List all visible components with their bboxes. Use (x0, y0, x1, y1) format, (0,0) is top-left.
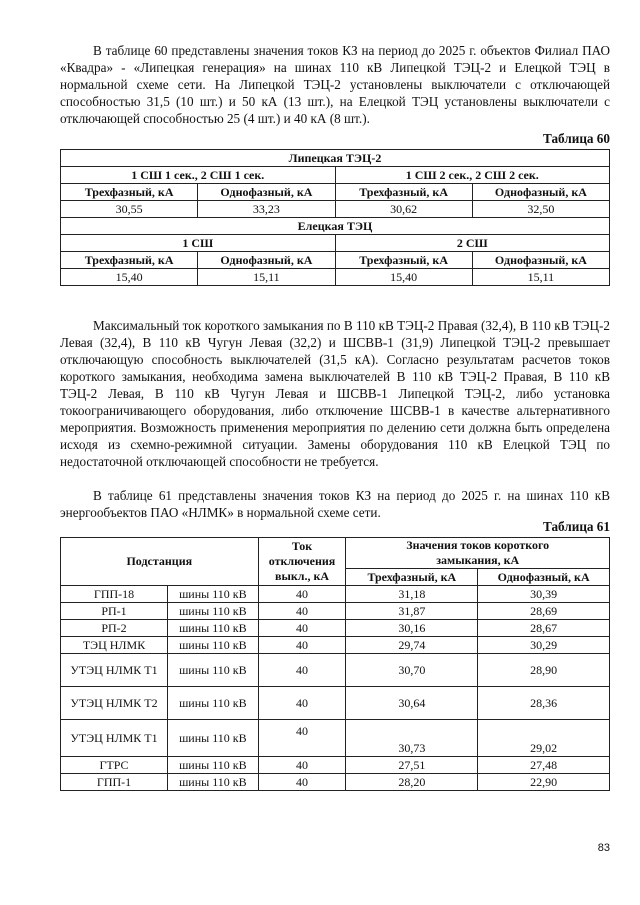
table-cell-name: РП-1 (61, 603, 168, 620)
table-cell-three: 30,64 (346, 687, 478, 720)
table-cell-one: 28,36 (478, 687, 610, 720)
table-row (61, 654, 610, 687)
column-header: Трехфазный, кА (335, 184, 472, 201)
table-row (61, 603, 610, 620)
table-cell-one: 28,69 (478, 603, 610, 620)
table-row (61, 774, 610, 791)
table-cell-three: 30,70 (346, 654, 478, 687)
table-cell-name: ГПП-1 (61, 774, 168, 791)
header-substation: Подстанция (61, 538, 259, 586)
table-cell: 33,23 (198, 201, 335, 218)
table61-caption: Таблица 61 (543, 519, 610, 534)
table-cell-three: 29,74 (346, 637, 478, 654)
section-title-lipetsk: Липецкая ТЭЦ-2 (61, 150, 610, 167)
column-header: Однофазный, кА (198, 252, 335, 269)
table-cell-cur: 40 (258, 774, 346, 791)
table-cell-bus: шины 110 кВ (168, 603, 259, 620)
table-cell-three: 31,87 (346, 603, 478, 620)
table-cell-cur: 40 (258, 620, 346, 637)
table-cell-name: ГПП-18 (61, 586, 168, 603)
table-cell-name: ТЭЦ НЛМК (61, 637, 168, 654)
table-cell-one: 30,39 (478, 586, 610, 603)
table-row (61, 620, 610, 637)
group-header: 2 СШ (335, 235, 610, 252)
table-cell-bus: шины 110 кВ (168, 774, 259, 791)
paragraph-intro-table61: В таблице 61 представлены значения токов КЗ на период до 2025 г. на шинах 110 кВ энергообъектов ПАО «НЛМК» в нормальной схеме сети. (60, 488, 610, 520)
table-cell-cur: 40 (258, 637, 346, 654)
table-cell-three: 28,20 (346, 774, 478, 791)
header-breaker-current (258, 538, 346, 586)
table-cell-name: УТЭЦ НЛМК Т1 (61, 654, 168, 687)
table-cell: 30,55 (61, 201, 198, 218)
table-cell-cur: 40 (258, 586, 346, 603)
header-one-phase: Однофазный, кА (478, 569, 610, 586)
paragraph-analysis: Максимальный ток короткого замыкания по В 110 кВ ТЭЦ-2 Правая (32,4), В 110 кВ ТЭЦ-2 Левая (32,4), В 110 кВ Чугун Левая (32,2) и ШСВВ-1 (31,9) Липецкой ТЭЦ-2 превышает отключающую способность выключателей (31,5 кА). Согласно результатам расчетов токов короткого замыкания, необходима замена выключателей В 110 кВ ТЭЦ-2 Правая, В 110 кВ ТЭЦ-2 Левая, В 110 кВ Чугун Левая и ШСВВ-1 Липецкой ТЭЦ-2, либо установка токоограничивающего оборудования, либо отключение ШСВВ-1 в качестве альтернативного мероприятия. Возможность применения мероприятия по делению сети должна быть определена исходя из схемно-режимной ситуации. Замены оборудования 110 кВ Елецкой ТЭЦ по недостаточной отключающей способности не требуется. (60, 318, 610, 469)
section-title-elets: Елецкая ТЭЦ (61, 218, 610, 235)
table-cell-cur: 40 (258, 603, 346, 620)
table-cell: 15,40 (61, 269, 198, 286)
header-three-phase: Трехфазный, кА (346, 569, 478, 586)
table-cell-bus: шины 110 кВ (168, 654, 259, 687)
table60 (60, 149, 610, 286)
table61 (60, 537, 610, 791)
table-cell-one: 22,90 (478, 774, 610, 791)
table-cell-one: 28,90 (478, 654, 610, 687)
table-cell-name: РП-2 (61, 620, 168, 637)
table60-caption: Таблица 60 (543, 131, 610, 146)
header-current-line1: Ток (291, 539, 313, 553)
table-row (61, 586, 610, 603)
table-cell-name: УТЭЦ НЛМК Т2 (61, 687, 168, 720)
table-cell-bus: шины 110 кВ (168, 586, 259, 603)
table-cell-three: 30,73 (346, 720, 478, 757)
column-header: Трехфазный, кА (335, 252, 472, 269)
table-cell-three: 31,18 (346, 586, 478, 603)
table-cell: 30,62 (335, 201, 472, 218)
group-header: 1 СШ 1 сек., 2 СШ 1 сек. (61, 167, 336, 184)
table-cell-cur: 40 (258, 687, 346, 720)
table-cell: 15,11 (472, 269, 609, 286)
table-cell-three: 30,16 (346, 620, 478, 637)
table-cell-cur: 40 (258, 720, 346, 757)
table-cell: 32,50 (472, 201, 609, 218)
table-cell-one: 28,67 (478, 620, 610, 637)
column-header: Однофазный, кА (472, 252, 609, 269)
table-cell-cur: 40 (258, 654, 346, 687)
table-row (61, 687, 610, 720)
header-sc-values: Значения токов короткого замыкания, кА (346, 538, 610, 569)
page-number: 83 (597, 842, 610, 854)
table-cell-one: 27,48 (478, 757, 610, 774)
table-cell-bus: шины 110 кВ (168, 637, 259, 654)
table-cell: 15,11 (198, 269, 335, 286)
table-cell-three: 27,51 (346, 757, 478, 774)
table-cell-name: УТЭЦ НЛМК Т1 (61, 720, 168, 757)
group-header: 1 СШ (61, 235, 336, 252)
table-row (61, 757, 610, 774)
table-cell-bus: шины 110 кВ (168, 620, 259, 637)
group-header: 1 СШ 2 сек., 2 СШ 2 сек. (335, 167, 610, 184)
column-header: Однофазный, кА (472, 184, 609, 201)
header-current-line2: отключения (268, 554, 336, 568)
table-cell-bus: шины 110 кВ (168, 720, 259, 757)
table-row (61, 720, 610, 757)
table-cell-cur: 40 (258, 757, 346, 774)
table-row (61, 637, 610, 654)
table-cell-bus: шины 110 кВ (168, 687, 259, 720)
paragraph-intro-table60: В таблице 60 представлены значения токов КЗ на период до 2025 г. объектов Филиал ПАО «Квадра» - «Липецкая генерация» на шинах 110 кВ Липецкой ТЭЦ-2 и Елецкой ТЭЦ в нормальной схеме сети. На Липецкой ТЭЦ-2 установлены выключатели с отключающей способностью 31,5 (10 шт.) и 50 кА (13 шт.), на Елецкой ТЭЦ установлены выключатели с отключающей способностью 25 (4 шт.) и 40 кА (8 шт.). (60, 43, 610, 126)
table-cell-one: 29,02 (478, 720, 610, 757)
table-cell-name: ГТРС (61, 757, 168, 774)
table-cell-bus: шины 110 кВ (168, 757, 259, 774)
table-cell: 15,40 (335, 269, 472, 286)
header-current-line3: выкл., кА (275, 569, 330, 583)
table-cell-one: 30,29 (478, 637, 610, 654)
column-header: Трехфазный, кА (61, 184, 198, 201)
column-header: Трехфазный, кА (61, 252, 198, 269)
column-header: Однофазный, кА (198, 184, 335, 201)
